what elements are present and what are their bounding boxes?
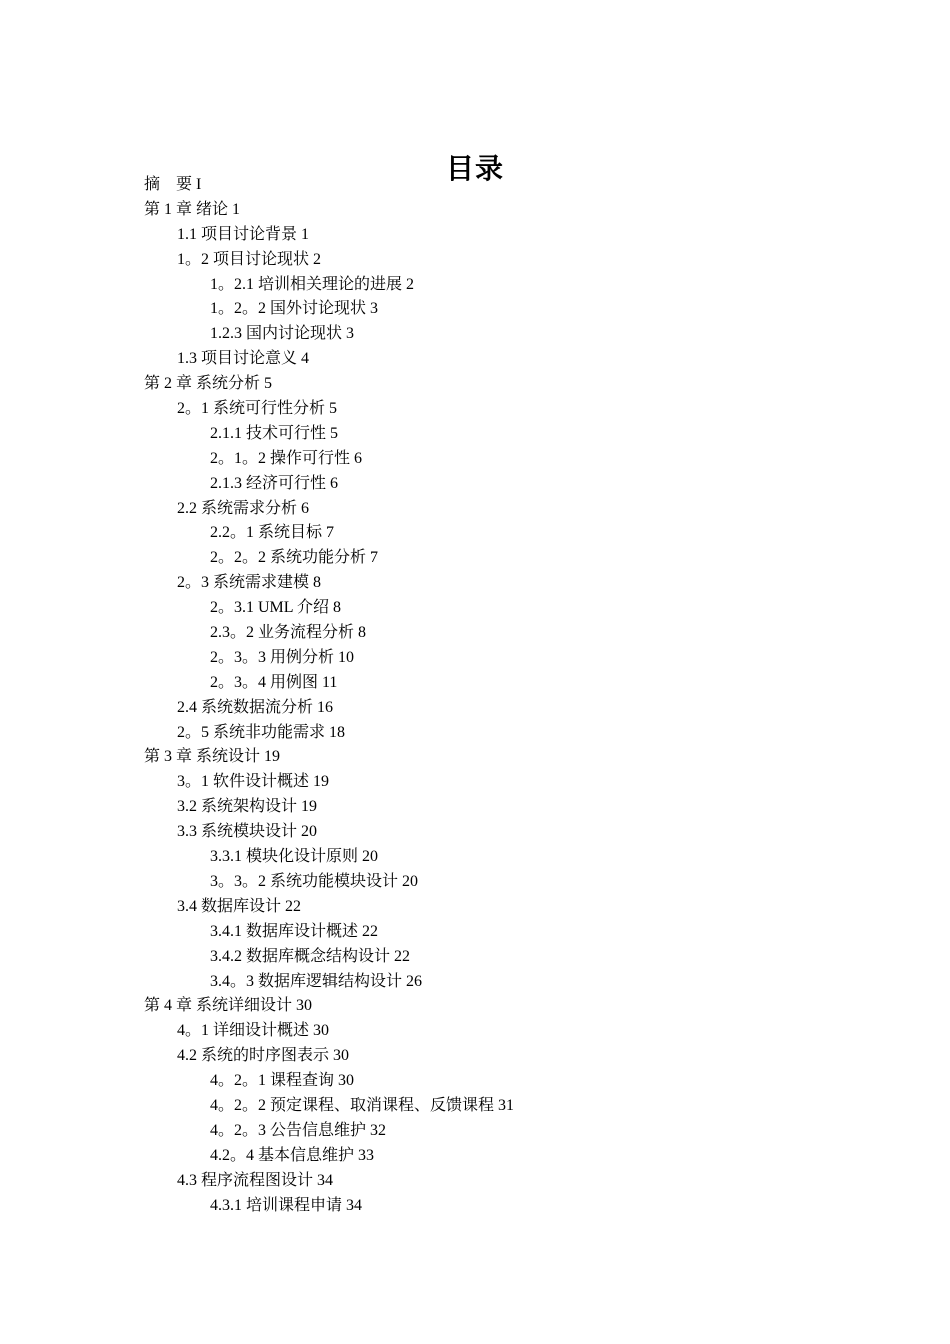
toc-subsection-entry[interactable]: 2.3。2 业务流程分析 8 [210,624,367,642]
page-title: 目录 [445,151,504,185]
toc-section-entry[interactable]: 4.3 程序流程图设计 34 [177,1171,334,1189]
toc-chapter-entry[interactable]: 第 1 章 绪论 1 [144,200,241,218]
toc-subsection-entry[interactable]: 3.4.1 数据库设计概述 22 [210,922,379,940]
toc-section-entry[interactable]: 3.4 数据库设计 22 [177,897,302,915]
toc-subsection-entry[interactable]: 3.3.1 模块化设计原则 20 [210,848,379,866]
toc-subsection-entry[interactable]: 4。2。3 公告信息维护 32 [210,1121,387,1139]
toc-subsection-entry[interactable]: 3.4.2 数据库概念结构设计 22 [210,947,411,965]
toc-section-entry[interactable]: 2。5 系统非功能需求 18 [177,723,346,741]
toc-section-entry[interactable]: 3.3 系统模块设计 20 [177,823,318,841]
toc-subsection-entry[interactable]: 1。2.1 培训相关理论的进展 2 [210,275,415,293]
toc-chapter-entry[interactable]: 第 4 章 系统详细设计 30 [144,997,313,1015]
toc-subsection-entry[interactable]: 1。2。2 国外讨论现状 3 [210,300,379,318]
toc-section-entry[interactable]: 1.3 项目讨论意义 4 [177,350,310,368]
toc-subsection-entry[interactable]: 3.4。3 数据库逻辑结构设计 26 [210,972,423,990]
toc-subsection-entry[interactable]: 1.2.3 国内讨论现状 3 [210,325,355,343]
table-of-contents [0,173,950,1218]
toc-chapter-entry[interactable]: 第 3 章 系统设计 19 [144,748,281,766]
toc-subsection-entry[interactable]: 2。3.1 UML 介绍 8 [210,599,341,617]
toc-section-entry[interactable]: 1.1 项目讨论背景 1 [177,225,310,243]
toc-subsection-entry[interactable]: 4.3.1 培训课程申请 34 [210,1196,363,1214]
toc-section-entry[interactable]: 2.4 系统数据流分析 16 [177,698,334,716]
toc-subsection-entry[interactable]: 2。1。2 操作可行性 6 [210,449,363,467]
toc-subsection-entry[interactable]: 2。3。3 用例分析 10 [210,648,355,666]
toc-subsection-entry[interactable]: 2.2。1 系统目标 7 [210,524,335,542]
toc-subsection-entry[interactable]: 4.2。4 基本信息维护 33 [210,1146,375,1164]
toc-subsection-entry[interactable]: 2.1.3 经济可行性 6 [210,474,339,492]
toc-section-entry[interactable]: 2。1 系统可行性分析 5 [177,400,338,418]
toc-section-entry[interactable]: 4.2 系统的时序图表示 30 [177,1047,350,1065]
toc-subsection-entry[interactable]: 3。3。2 系统功能模块设计 20 [210,872,419,890]
toc-section-entry[interactable]: 3.2 系统架构设计 19 [177,798,318,816]
toc-subsection-entry[interactable]: 4。2。1 课程查询 30 [210,1072,355,1090]
toc-section-entry[interactable]: 3。1 软件设计概述 19 [177,773,330,791]
toc-subsection-entry[interactable]: 2.1.1 技术可行性 5 [210,424,339,442]
toc-section-entry[interactable]: 4。1 详细设计概述 30 [177,1022,330,1040]
toc-subsection-entry[interactable]: 4。2。2 预定课程、取消课程、反馈课程 31 [210,1096,515,1114]
toc-section-entry[interactable]: 2。3 系统需求建模 8 [177,574,322,592]
toc-chapter-entry[interactable]: 摘 要 I [144,176,202,193]
toc-chapter-entry[interactable]: 第 2 章 系统分析 5 [144,375,273,393]
toc-section-entry[interactable]: 2.2 系统需求分析 6 [177,499,310,517]
toc-subsection-entry[interactable]: 2。3。4 用例图 11 [210,673,338,691]
toc-section-entry[interactable]: 1。2 项目讨论现状 2 [177,250,322,268]
toc-subsection-entry[interactable]: 2。2。2 系统功能分析 7 [210,549,379,567]
